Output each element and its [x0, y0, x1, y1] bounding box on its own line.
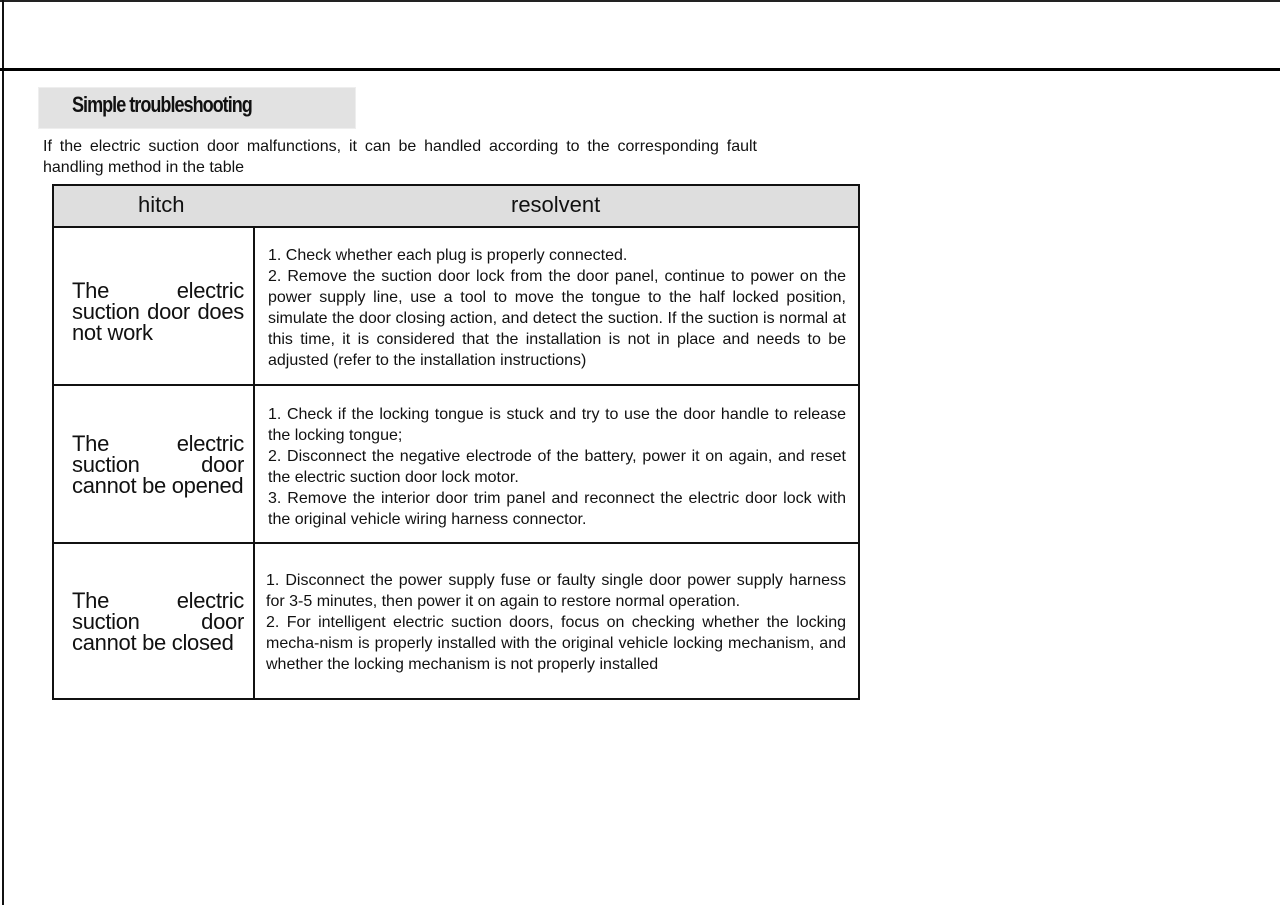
table-row: [54, 228, 858, 385]
resolvent-step: 1. Check if the locking tongue is stuck and try to use the door handle to release the locking tongue;: [268, 406, 846, 444]
page-top-border: [0, 0, 1280, 2]
page-left-border: [2, 0, 4, 905]
hitch-cell: The electric suction door cannot be closed: [72, 588, 244, 655]
table-header-row: [54, 186, 858, 228]
column-header-hitch: hitch: [138, 192, 185, 217]
troubleshooting-table: [52, 184, 860, 700]
table-row: [54, 386, 858, 543]
resolvent-cell: [268, 404, 846, 530]
resolvent-step: 1. Disconnect the power supply fuse or faulty single door power supply harness for 3-5 minutes, then power it on again to restore normal operation.: [266, 572, 846, 610]
resolvent-step: 2. Remove the suction door lock from the door panel, continue to power on the power supply line, use a tool to move the tongue to the half locked position, simulate the door closing action, and detect the suction. If the suction is normal at this time, it is considered that the installation is not in place and needs to be adjusted (refer to the installation instructions): [268, 268, 846, 369]
intro-paragraph: If the electric suction door malfunctions, it can be handled according to the corresponding fault handling method in the table: [43, 138, 757, 176]
resolvent-step: 2. Disconnect the negative electrode of the battery, power it on again, and reset the electric suction door lock motor.: [268, 448, 846, 486]
resolvent-cell: [268, 245, 846, 371]
section-title-box: [38, 87, 356, 129]
resolvent-step: 2. For intelligent electric suction doors, focus on checking whether the locking mecha-nism is properly installed with the original vehicle locking mechanism, and whether the locking mechanism is not properly installed: [266, 614, 846, 673]
hitch-cell: The electric suction door does not work: [72, 278, 244, 345]
table-row: [54, 544, 858, 698]
section-title: Simple troubleshooting: [72, 92, 252, 117]
column-header-resolvent: resolvent: [511, 192, 601, 217]
resolvent-cell: [266, 570, 846, 675]
hitch-cell: The electric suction door cannot be opened: [72, 431, 244, 498]
resolvent-step: 1. Check whether each plug is properly connected.: [268, 247, 628, 264]
header-rule: [0, 68, 1280, 71]
resolvent-step: 3. Remove the interior door trim panel and reconnect the electric door lock with the original vehicle wiring harness connector.: [268, 490, 846, 528]
